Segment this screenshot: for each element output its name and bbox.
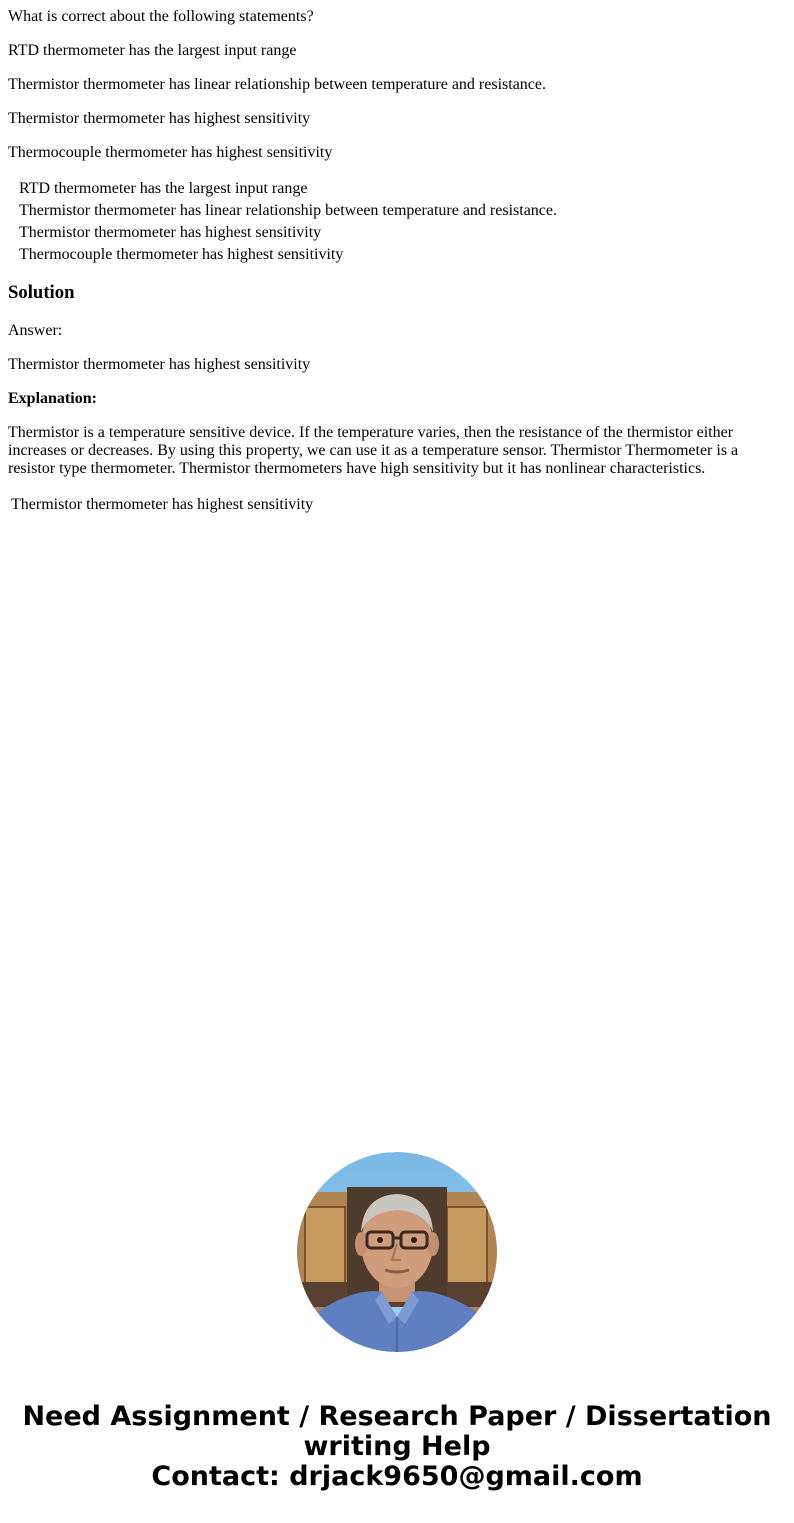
explanation-text: Thermistor is a temperature sensitive device. If the temperature varies, then the resistance of the thermistor either increases or decreases. By using this property, we can use it as a temperature sensor. Thermistor Thermometer is a resistor type thermometer. Thermistor thermometers have high sensitivity but it has nonlinear characteristics. (8, 424, 739, 477)
answer-text: Thermistor thermometer has highest sensitivity (8, 356, 311, 373)
promo-section (0, 1152, 794, 1492)
explanation-label: Explanation: (8, 390, 97, 407)
option-2[interactable] (8, 200, 786, 222)
option-label: Thermocouple thermometer has highest sensitivity (19, 246, 344, 263)
radio-icon[interactable] (8, 250, 19, 261)
statement-1: RTD thermometer has the largest input range (8, 42, 297, 59)
answer-options (8, 178, 786, 266)
option-label: Thermistor thermometer has linear relationship between temperature and resistance. (19, 202, 558, 219)
answer-label: Answer: (8, 322, 63, 339)
solution-heading: Solution (8, 282, 75, 303)
statement-2: Thermistor thermometer has linear relationship between temperature and resistance. (8, 76, 547, 93)
radio-icon[interactable] (8, 228, 19, 239)
radio-icon[interactable] (8, 206, 19, 217)
option-3[interactable] (8, 222, 786, 244)
statement-3: Thermistor thermometer has highest sensitivity (8, 110, 311, 127)
option-1[interactable] (8, 178, 786, 200)
promo-line-2: Contact: drjack9650@gmail.com (151, 1461, 643, 1492)
avatar (297, 1152, 497, 1352)
radio-icon[interactable] (8, 184, 19, 195)
option-label: RTD thermometer has the largest input range (19, 180, 308, 197)
statement-4: Thermocouple thermometer has highest sensitivity (8, 144, 333, 161)
final-answer: Thermistor thermometer has highest sensitivity (11, 496, 314, 513)
question-prompt: What is correct about the following statements? (8, 8, 314, 25)
option-label: Thermistor thermometer has highest sensitivity (19, 224, 322, 241)
option-4[interactable] (8, 244, 786, 266)
promo-text (0, 1402, 794, 1492)
promo-line-1: Need Assignment / Research Paper / Dissertation writing Help (22, 1401, 772, 1462)
person-portrait-icon (297, 1152, 497, 1352)
document-body (8, 8, 786, 514)
